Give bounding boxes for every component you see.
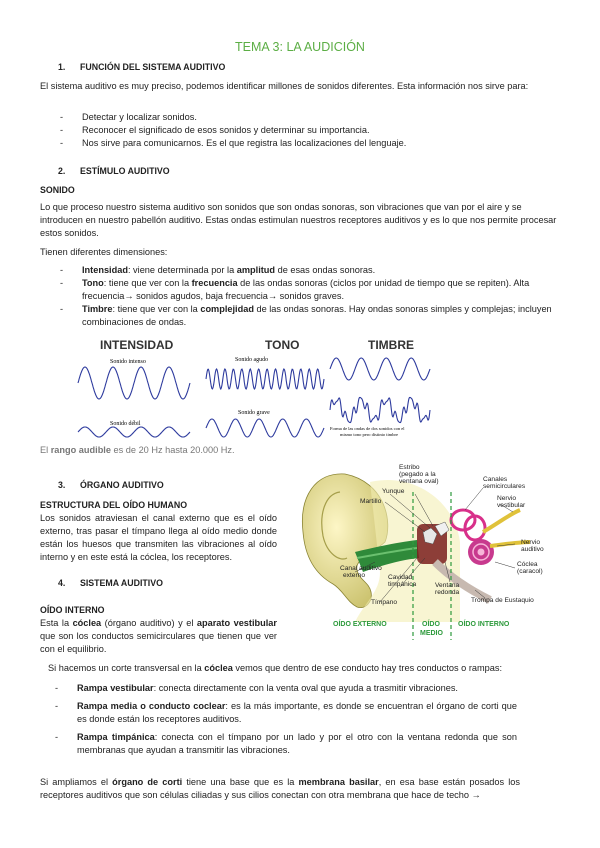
section-title: ESTÍMULO AUDITIVO [80, 166, 170, 176]
sound-waves-figure [70, 335, 440, 445]
label-sonido-agudo: Sonido agudo [235, 357, 269, 363]
label-trompa: Trompa de Eustaquio [471, 597, 534, 604]
list-item: - Nos sirve para comunicarnos. Es el que registra las localizaciones del lenguaje. [60, 138, 407, 149]
section-2-heading [58, 165, 170, 177]
label-coclea: Cóclea [517, 561, 538, 568]
list-item: - Tono: tiene que ver con la frecuencia de las ondas sonoras (ciclos por unidad de tiempo que se repiten). Alta frecuencia→ sonidos agudos, baja frecuencia→ sonidos graves. [60, 278, 530, 302]
oido-interno-paragraph: Esta la cóclea (órgano auditivo) y el aparato vestibular que son los conductos semicirculares que tienen que ver con el equilibrio. [40, 618, 277, 655]
ear-diagram [285, 462, 555, 644]
section-number: 4. [58, 578, 66, 588]
wave-intense [78, 367, 190, 399]
label-yunque: Yunque [382, 488, 405, 495]
label-oido-externo: OÍDO EXTERNO [333, 621, 387, 628]
svg-text:(pegado a la: (pegado a la [399, 471, 436, 478]
section-number: 1. [58, 62, 66, 72]
dimensions-intro: Tienen diferentes dimensiones: [40, 247, 168, 257]
list-item: - Reconocer el significado de esos sonidos y determinar su importancia. [60, 125, 370, 136]
svg-text:timpánica: timpánica [388, 581, 417, 588]
svg-text:semicirculares: semicirculares [483, 483, 526, 490]
label-cavidad: Cavidad [388, 574, 413, 581]
list-item: - Rampa timpánica: conecta con el tímpano por un lado y por el otro con la ventana redonda que son membranas que ayudan a transmitir las vibraciones. [55, 732, 517, 756]
svg-text:externo: externo [343, 572, 365, 579]
rango-audible: El rango audible es de 20 Hz hasta 20.000 Hz. [40, 445, 235, 455]
section-1-heading [58, 61, 225, 73]
label-canales: Canales [483, 476, 508, 483]
section-title: ÓRGANO AUDITIVO [80, 480, 164, 490]
page-title: TEMA 3: LA AUDICIÓN [235, 40, 365, 54]
label-oido-medio: OÍDO [422, 621, 440, 628]
sonido-paragraph: Lo que proceso nuestro sistema auditivo son sonidos que son ondas sonoras, son vibraciones que van por el aire y se introducen en nuestro pabellón auditivo. Estas ondas estimulan nuestros receptores auditivos y es lo que nos permite procesar estos sonidos. [40, 202, 557, 239]
label-estribo: Estribo [399, 464, 420, 471]
section-3-heading [58, 479, 164, 491]
wave-high [206, 369, 324, 389]
section-1-intro: El sistema auditivo es muy preciso, podemos identificar millones de sonidos diferentes. Esta información nos sirve para: [40, 81, 529, 91]
list-item: - Intensidad: viene determinada por la amplitud de esas ondas sonoras. [60, 265, 376, 275]
list-item: - Rampa media o conducto coclear: es la más importante, es donde se encuentran el órgano de corti que es donde están los receptores auditivos. [55, 701, 517, 725]
section-4-heading [58, 577, 163, 589]
list-item: - Rampa vestibular: conecta directamente con la venta oval que ayuda a trasmitir vibraciones. [55, 683, 458, 693]
wave-timbre-complex [330, 397, 430, 422]
section-title: SISTEMA AUDITIVO [80, 578, 163, 588]
label-nervio-vestibular: Nervio [497, 495, 517, 502]
label-timpano: Tímpano [371, 599, 398, 606]
section-number: 2. [58, 166, 66, 176]
subheading-oido-interno: OÍDO INTERNO [40, 605, 105, 615]
svg-text:vestibular: vestibular [497, 502, 526, 509]
section-number: 3. [58, 480, 66, 490]
timbre-caption-2: mismo tono pero distinto timbre [340, 432, 398, 437]
label-oido-interno: OÍDO INTERNO [458, 621, 510, 628]
label-sonido-intenso: Sonido intenso [110, 359, 146, 365]
svg-text:ventana oval): ventana oval) [399, 478, 439, 485]
dimensions-list [60, 264, 560, 329]
organo-corti-paragraph: Si ampliamos el órgano de corti tiene una base que es la membrana basilar, en esa base están posados los receptores auditivos que son células ciliadas y sus cilios conectan con otra membrana que hace de techo → [40, 777, 521, 801]
list-item: - Detectar y localizar sonidos. [60, 112, 197, 122]
estructura-paragraph: Los sonidos atraviesan el canal externo que es el oído externo, tras pasar el tímpano llega al oído medio donde están los huesos que transmiten las vibraciones al oído interno y en este está la cóclea, los receptores. [40, 513, 277, 563]
subheading-estructura: ESTRUCTURA DEL OÍDO HUMANO [40, 500, 188, 510]
label-intensidad: INTENSIDAD [100, 338, 174, 352]
wave-weak [78, 427, 190, 437]
label-martillo: Martillo [360, 498, 382, 505]
label-sonido-grave: Sonido grave [238, 410, 270, 416]
label-canal-externo: Canal auditivo [340, 565, 382, 572]
wave-timbre-simple [330, 358, 430, 380]
corte-paragraph: Si hacemos un corte transversal en la cóclea vemos que dentro de ese conducto hay tres conductos o rampas: [48, 663, 503, 673]
svg-text:MEDIO: MEDIO [420, 630, 443, 637]
svg-text:redonda: redonda [435, 589, 460, 596]
label-nervio-auditivo: Nervio [521, 539, 541, 546]
section-title: FUNCIÓN DEL SISTEMA AUDITIVO [80, 62, 226, 72]
label-timbre: TIMBRE [368, 338, 414, 352]
section-1-list [60, 111, 560, 150]
subheading-sonido: SONIDO [40, 185, 75, 195]
wave-low [206, 419, 324, 437]
svg-text:(caracol): (caracol) [517, 568, 543, 575]
label-sonido-debil: Sonido débil [110, 421, 141, 427]
label-ventana: Ventana [435, 582, 460, 589]
list-item: - Timbre: tiene que ver con la complejidad de las ondas sonoras. Hay ondas sonoras simples y complejas; incluyen combinaciones de ondas. [60, 304, 552, 328]
label-tono: TONO [265, 338, 300, 352]
rampas-list [55, 682, 517, 757]
svg-text:auditivo: auditivo [521, 546, 544, 553]
timbre-caption-1: Forma de las ondas de dos sonidos con el [330, 426, 405, 431]
